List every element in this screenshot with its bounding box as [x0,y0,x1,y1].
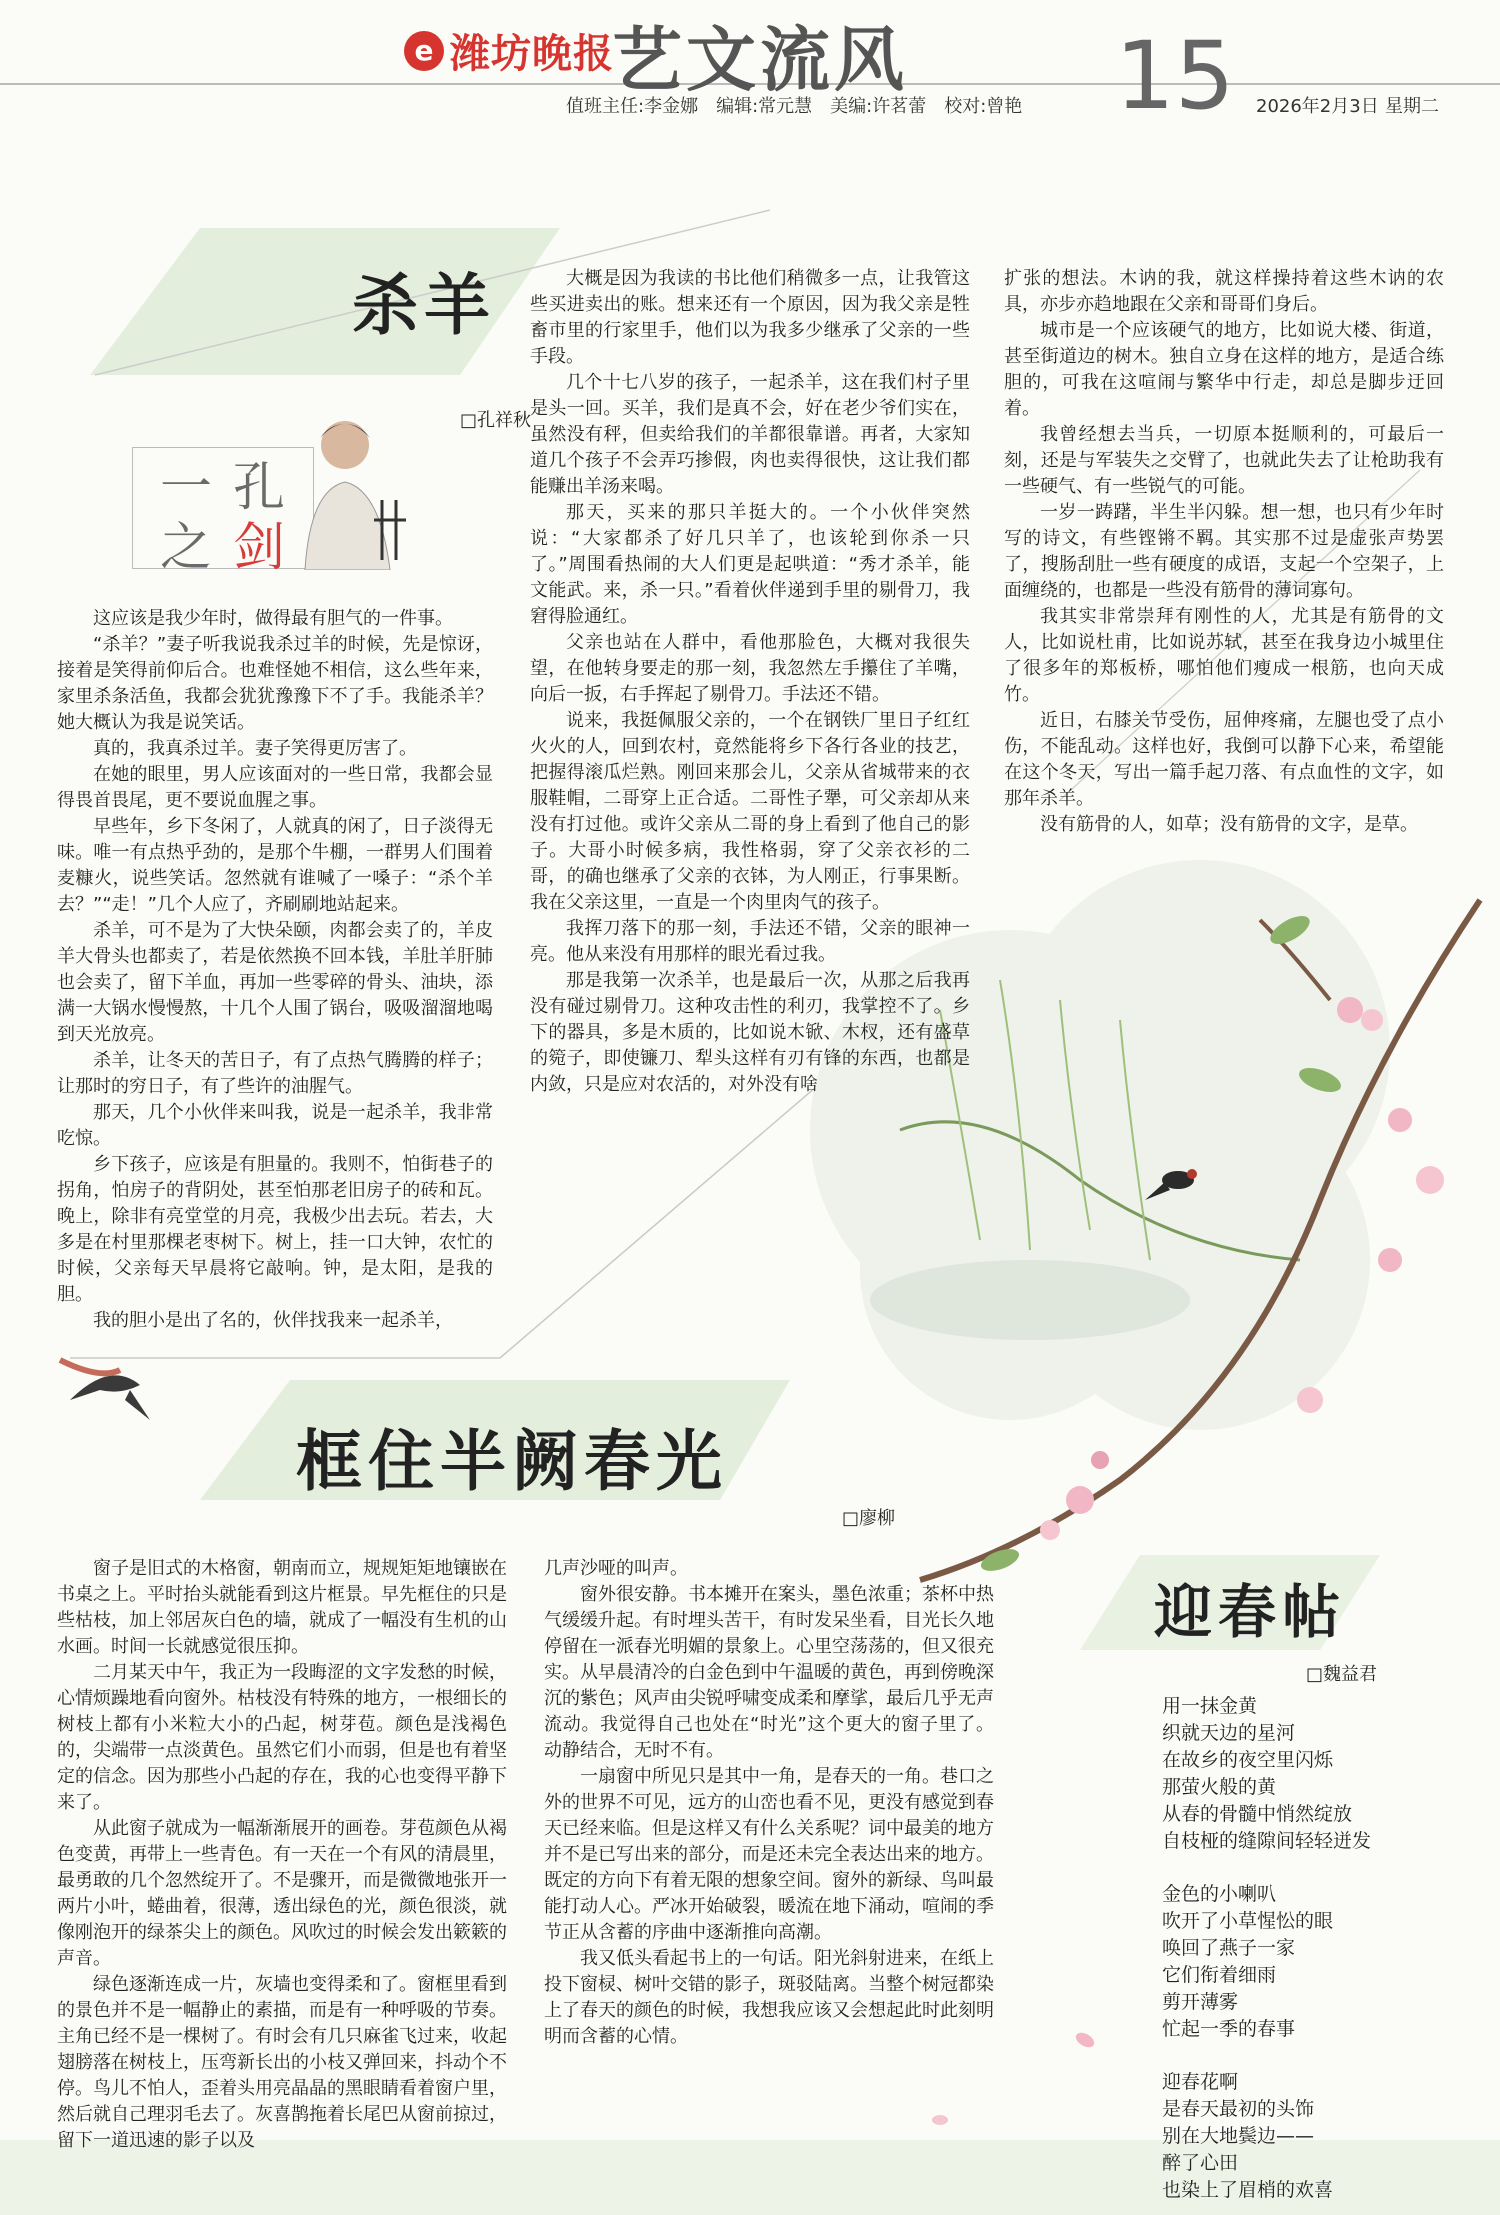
article-column-2 [530,266,970,1098]
poem-author: □魏益君 [1306,1664,1378,1685]
paragraph: 二月某天中午，我正为一段晦涩的文字发愁的时候，心情烦躁地看向窗外。枯枝没有特殊的地方，一根细长的树枝上都有小米粒大小的凸起，树芽苞。颜色是浅褐色的，尖端带一点淡黄色。虽然它们小而弱，但是也有着坚定的信念。因为那些小凸起的存在，我的心也变得平静下来了。 [57,1662,507,1813]
logo-mark-icon: e [404,31,444,71]
paragraph: 城市是一个应该硬气的地方，比如说大楼、街道，甚至街道边的树木。独自立身在这样的地方，是适合练胆的，可我在这喧闹与繁华中行走，却总是脚步迂回着。 [1004,320,1444,419]
article-column-1 [57,606,493,1334]
poem-line: 也染上了眉梢的欢喜 [1162,2179,1334,2201]
paragraph: 我又低头看起书上的一句话。阳光斜射进来，在纸上投下窗棂、树叶交错的影子，斑驳陆离。当整个树冠都染上了春天的颜色的时候，我想我应该又会想起此时此刻明明而含蓄的心情。 [544,1948,994,2047]
page-number: 15 [1115,22,1235,131]
article-column-2 [544,1556,994,2050]
paragraph: 窗子是旧式的木格窗，朝南而立，规规矩矩地镶嵌在书桌之上。平时抬头就能看到这片框景。早先框住的只是些枯枝，加上邻居灰白色的墙，就成了一幅没有生机的山水画。时间一长就感觉很压抑。 [57,1558,507,1657]
article-title: 杀羊 [352,267,496,344]
section-title: 艺文流风 [612,19,908,101]
poem-line: 织就天边的星河 [1162,1722,1296,1744]
author-portrait [300,410,410,570]
paragraph: 我挥刀落下的那一刻，手法还不错，父亲的眼神一亮。他从来没有用那样的眼光看过我。 [530,918,970,965]
paragraph: 近日，右膝关节受伤，屈伸疼痛，左腿也受了点小伤，不能乱动。这样也好，我倒可以静下心来，希望能在这个冬天，写出一篇手起刀落、有点血性的文字，如那年杀羊。 [1004,710,1444,809]
paragraph: 乡下孩子，应该是有胆量的。我则不，怕街巷子的拐角，怕房子的背阴处，甚至怕那老旧房子的砖和瓦。晚上，除非有亮堂堂的月亮，我极少出去玩。若去，大多是在村里那棵老枣树下。树上，挂一口大钟，农忙的时候，父亲每天早晨将它敲响。钟，是太阳，是我的胆。 [57,1154,493,1305]
paragraph: 绿色逐渐连成一片，灰墙也变得柔和了。窗框里看到的景色并不是一幅静止的素描，而是有一种呼吸的节奏。主角已经不是一棵树了。有时会有几只麻雀飞过来，收起翅膀落在树枝上，压弯新长出的小枝又弹回来，抖动个不停。鸟儿不怕人，歪着头用亮晶晶的黑眼睛看着窗户里，然后就自己理羽毛去了。灰喜鹊拖着长尾巴从窗前掠过，留下一道迅速的影子以及 [57,1974,507,2151]
paragraph: 那天，买来的那只羊挺大的。一个小伙伴突然说：“大家都杀了好几只羊了，也该轮到你杀一只了。”周围看热闹的大人们更是起哄道：“秀才杀羊，能文能武。来，杀一只。”看着伙伴递到手里的剔骨刀，我窘得脸通红。 [530,502,970,627]
paragraph: 大概是因为我读的书比他们稍微多一点，让我管这些买进卖出的账。想来还有一个原因，因为我父亲是牲畜市里的行家里手，他们以为我多少继承了父亲的一些手段。 [530,268,970,367]
paragraph: 我的胆小是出了名的，伙伴找我来一起杀羊， [93,1310,453,1331]
paragraph: 几个十七八岁的孩子，一起杀羊，这在我们村子里是头一回。买羊，我们是真不会，好在老少爷们实在，虽然没有秤，但卖给我们的羊都很靠谱。再者，大家知道几个孩子不会弄巧掺假，肉也卖得很快，这让我们都能赚出羊汤来喝。 [530,372,970,497]
poem-line: 是春天最初的头饰 [1162,2098,1315,2120]
column-badge-char: 孔 [233,458,286,518]
article-column-1 [57,1556,507,2154]
paragraph: 杀羊，可不是为了大快朵颐，肉都会卖了的，羊皮羊大骨头也都卖了，若是依然换不回本钱，羊肚羊肝肺也会卖了，留下羊血，再加一些零碎的骨头、油块，添满一大锅水慢慢熬，十几个人围了锅台，吸吸溜溜地喝到天光放亮。 [57,920,493,1045]
flying-swallow-icon [60,1360,150,1420]
logo-text: 潍坊晚报 [450,31,614,77]
paragraph: 没有筋骨的人，如草；没有筋骨的文字，是草。 [1040,814,1418,835]
paragraph: 早些年，乡下冬闲了，人就真的闲了，日子淡得无味。唯一有点热乎劲的，是那个牛棚，一群男人们围着麦糠火，说些笑话。忽然就有谁喊了一嗓子：“杀个羊去？”“走！”几个人应了，齐刷刷地站起来。 [57,816,493,915]
paragraph: 窗外很安静。书本摊开在案头，墨色浓重；茶杯中热气缓缓升起。有时埋头苦干，有时发呆坐看，目光长久地停留在一派春光明媚的景象上。心里空荡荡的，但又很充实。从早晨清冷的白金色到中午温暖的黄色，再到傍晚深沉的紫色；风声由尖锐呼啸变成柔和摩挲，最后几乎无声流动。我觉得自己也处在“时光”这个更大的窗子里了。动静结合，无时不有。 [544,1584,994,1761]
paragraph: 一岁一踌躇，半生半闪躲。想一想，也只有少年时写的诗文，有些铿锵不羁。其实那不过是虚张声势罢了，搜肠刮肚一些有硬度的成语，支起一个空架子，上面缠绕的，也都是一些没有筋骨的薄词寡句。 [1004,502,1444,601]
paragraph: 真的，我真杀过羊。妻子笑得更厉害了。 [93,738,417,759]
paragraph: “杀羊？”妻子听我说我杀过羊的时候，先是惊讶，接着是笑得前仰后合。也难怪她不相信，这么些年来，家里杀条活鱼，我都会犹犹豫豫下不了手。我能杀羊？她大概认为我是说笑话。 [57,634,493,733]
column-badge-char: 一 [160,458,213,518]
article-title: 框住半阙春光 [296,1423,728,1500]
poem-line: 从春的骨髓中悄然绽放 [1162,1803,1353,1825]
paragraph: 我其实非常崇拜有刚性的人，尤其是有筋骨的文人，比如说杜甫，比如说苏轼，甚至在我身边小城里住了很多年的郑板桥，哪怕他们瘦成一根筋，也向天成竹。 [1004,606,1444,705]
poem-title: 迎春帖 [1154,1578,1347,1646]
paragraph: 这应该是我少年时，做得最有胆气的一件事。 [93,608,453,629]
poem-line: 用一抹金黄 [1162,1695,1258,1717]
poem-line: 迎春花啊 [1162,2071,1239,2093]
paragraph: 父亲也站在人群中，看他那脸色，大概对我很失望，在他转身要走的那一刻，我忽然左手攥住了羊嘴，向后一扳，右手挥起了剔骨刀。手法还不错。 [530,632,970,705]
poem-line: 忙起一季的春事 [1162,2018,1296,2040]
paragraph: 那天，几个小伙伴来叫我，说是一起杀羊，我非常吃惊。 [57,1102,493,1149]
poem-line: 剪开薄雾 [1162,1991,1239,2013]
staff-credits: 值班主任:李金娜 编辑:常元慧 美编:许茗蕾 校对:曾艳 [566,96,1023,117]
article-column-3 [1004,266,1444,838]
poem-line: 它们衔着细雨 [1162,1964,1277,1986]
issue-date: 2026年2月3日 [1256,96,1379,117]
poem-line: 那萤火般的黄 [1162,1776,1277,1798]
article-author: □孔祥秋 [460,410,532,431]
poem-line: 别在大地鬓边—— [1162,2125,1315,2147]
column-badge-char: 之 [160,518,213,578]
poem-line: 自枝桠的缝隙间轻轻迸发 [1162,1830,1372,1852]
divider-line [500,1075,830,1358]
paragraph: 说来，我挺佩服父亲的，一个在钢铁厂里日子红红火火的人，回到农村，竟然能将乡下各行各业的技艺，把握得滚瓜烂熟。刚回来那会儿，父亲从省城带来的衣服鞋帽，二哥穿上正合适。二哥性子犟，可父亲却从来没有打过他。或许父亲从二哥的身上看到了他自己的影子。大哥小时候多病，我性格弱，穿了父亲衣衫的二哥，的确也继承了父亲的衣钵，为人刚正，行事果断。我在父亲这里，一直是一个肉里肉气的孩子。 [530,710,970,913]
paragraph: 一扇窗中所见只是其中一角，是春天的一角。巷口之外的世界不可见，远方的山峦也看不见，更没有感觉到春天已经来临。但是这样又有什么关系呢？词中最美的地方并不是已写出来的部分，而是还未完全表达出来的地方。既定的方向下有着无限的想象空间。窗外的新绿、鸟叫最能打动人心。严冰开始破裂，暖流在地下涌动，喧闹的季节正从含蓄的序曲中逐渐推向高潮。 [544,1766,994,1943]
poem-line: 金色的小喇叭 [1162,1883,1277,1905]
issue-weekday: 星期二 [1385,96,1439,117]
poem-line: 醉了心田 [1162,2152,1239,2174]
poem-body [1162,1693,1462,2204]
paragraph: 杀羊，让冬天的苦日子，有了点热气腾腾的样子；让那时的穷日子，有了些许的油腥气。 [57,1050,493,1097]
paragraph: 在她的眼里，男人应该面对的一些日常，我都会显得畏首畏尾，更不要说血腥之事。 [57,764,493,811]
poem-line: 吹开了小草惺忪的眼 [1162,1910,1334,1932]
column-badge-char: 剑 [233,518,286,578]
poem-line: 在故乡的夜空里闪烁 [1162,1749,1334,1771]
paragraph: 几声沙哑的叫声。 [544,1558,688,1579]
paragraph: 扩张的想法。木讷的我，就这样操持着这些木讷的农具，亦步亦趋地跟在父亲和哥哥们身后。 [1004,268,1444,315]
paragraph: 那是我第一次杀羊，也是最后一次，从那之后我再没有碰过剔骨刀。这种攻击性的利刃，我掌控不了。乡下的器具，多是木质的，比如说木锨、木杈，还有盛草的箢子，即使镰刀、犁头这样有刃有锋的东西，也都是内敛，只是应对农活的，对外没有啥 [530,970,970,1095]
poem-line: 唤回了燕子一家 [1162,1937,1296,1959]
paragraph: 我曾经想去当兵，一切原本挺顺利的，可最后一刻，还是与军装失之交臂了，也就此失去了让枪助我有一些硬气、有一些锐气的可能。 [1004,424,1444,497]
article-author: □廖柳 [842,1508,896,1529]
paragraph: 从此窗子就成为一幅渐渐展开的画卷。芽苞颜色从褐色变黄，再带上一些青色。有一天在一个有风的清晨里，最勇敢的几个忽然绽开了。不是骤开，而是微微地张开一两片小叶，蜷曲着，很薄，透出绿色的光，颜色很淡，就像刚泡开的绿茶尖上的颜色。风吹过的时候会发出簌簌的声音。 [57,1818,507,1969]
